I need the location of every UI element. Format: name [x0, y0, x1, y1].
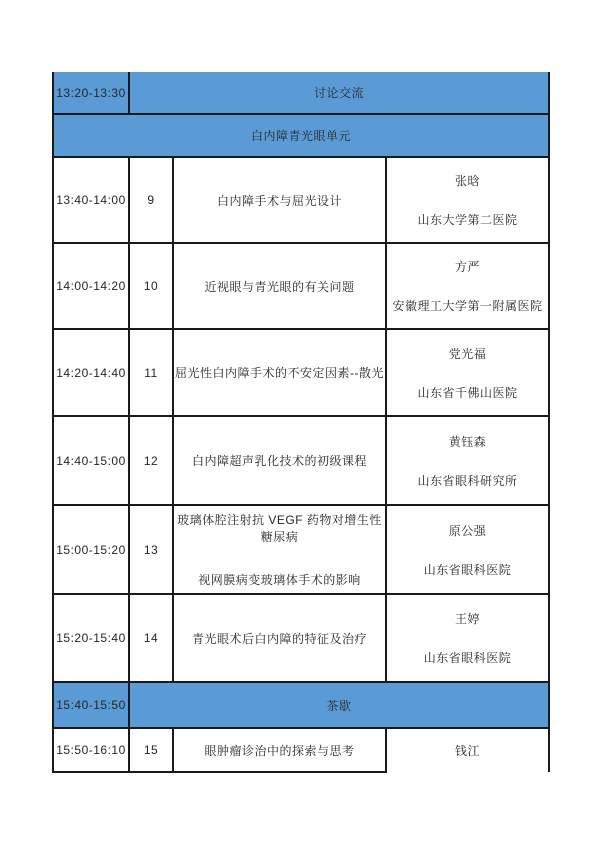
- talk-title: 屈光性白内障手术的不安定因素--散光: [175, 366, 384, 380]
- talk-number: 12: [129, 416, 173, 505]
- section-header-row: [53, 114, 549, 157]
- talk-title: 近视眼与青光眼的有关问题: [204, 279, 355, 294]
- talk-title: 白内障手术与屈光设计: [216, 193, 342, 208]
- time-cell: 13:40-14:00: [53, 157, 129, 243]
- discussion-label: 讨论交流: [129, 72, 549, 114]
- speaker-affiliation: 山东大学第二医院: [417, 213, 518, 227]
- speaker-cell: [386, 243, 549, 329]
- speaker-cell: [386, 329, 549, 416]
- speaker-name: 党光福: [448, 346, 487, 361]
- talk-title: 青光眼术后白内障的特征及治疗: [191, 631, 367, 646]
- session-row: [53, 505, 549, 594]
- speaker-cell: [386, 157, 549, 243]
- discussion-row: [53, 72, 549, 114]
- speaker-name: 原公强: [448, 523, 487, 538]
- speaker-affiliation: 山东省眼科医院: [423, 651, 512, 665]
- talk-number: 13: [129, 505, 173, 594]
- talk-title-cell: [173, 243, 386, 329]
- speaker-name: 张晗: [455, 174, 481, 188]
- talk-title: 眼肿瘤诊治中的探索与思考: [204, 743, 355, 758]
- talk-number: 9: [129, 157, 173, 243]
- talk-title-cell: [173, 329, 386, 416]
- time-cell: 15:50-16:10: [53, 728, 129, 772]
- talk-title-cell: [173, 505, 386, 594]
- speaker-cell: [386, 728, 549, 772]
- time-cell: 14:40-15:00: [53, 416, 129, 505]
- speaker-affiliation: 山东省眼科研究所: [417, 473, 518, 488]
- time-cell: 15:00-15:20: [53, 505, 129, 594]
- talk-title-cell: [173, 728, 386, 772]
- speaker-cell: [386, 594, 549, 682]
- session-row: [53, 157, 549, 243]
- session-row: [53, 594, 549, 682]
- talk-number: 10: [129, 243, 173, 329]
- tea-break-label: 茶歇: [129, 682, 549, 728]
- speaker-affiliation: 山东省眼科医院: [423, 562, 512, 577]
- conference-schedule-table: [52, 72, 550, 773]
- talk-number: 15: [129, 728, 173, 772]
- session-row: [53, 728, 549, 772]
- section-title: 白内障青光眼单元: [53, 114, 549, 157]
- talk-number: 14: [129, 594, 173, 682]
- speaker-name: 方严: [455, 260, 481, 274]
- time-cell: 13:20-13:30: [53, 72, 129, 114]
- talk-title-cell: [173, 157, 386, 243]
- speaker-affiliation: 安徽理工大学第一附属医院: [392, 299, 543, 313]
- speaker-name: 黄钰森: [448, 434, 487, 449]
- talk-title-cell: [173, 594, 386, 682]
- talk-number: 11: [129, 329, 173, 416]
- speaker-name: 钱江: [455, 744, 481, 758]
- session-row: [53, 416, 549, 505]
- talk-title: 白内障超声乳化技术的初级课程: [191, 454, 367, 468]
- time-cell: 15:20-15:40: [53, 594, 129, 682]
- time-cell: 14:00-14:20: [53, 243, 129, 329]
- talk-title-cell: [173, 416, 386, 505]
- speaker-name: 王婷: [455, 612, 481, 626]
- tea-break-row: [53, 682, 549, 728]
- speaker-affiliation: 山东省千佛山医院: [417, 385, 518, 400]
- time-cell: 15:40-15:50: [53, 682, 129, 728]
- session-row: [53, 243, 549, 329]
- speaker-cell: [386, 505, 549, 594]
- talk-title: 玻璃体腔注射抗 VEGF 药物对增生性糖尿病: [177, 513, 382, 544]
- speaker-cell: [386, 416, 549, 505]
- talk-title-line2: 视网膜病变玻璃体手术的影响: [198, 573, 361, 587]
- time-cell: 14:20-14:40: [53, 329, 129, 416]
- session-row: [53, 329, 549, 416]
